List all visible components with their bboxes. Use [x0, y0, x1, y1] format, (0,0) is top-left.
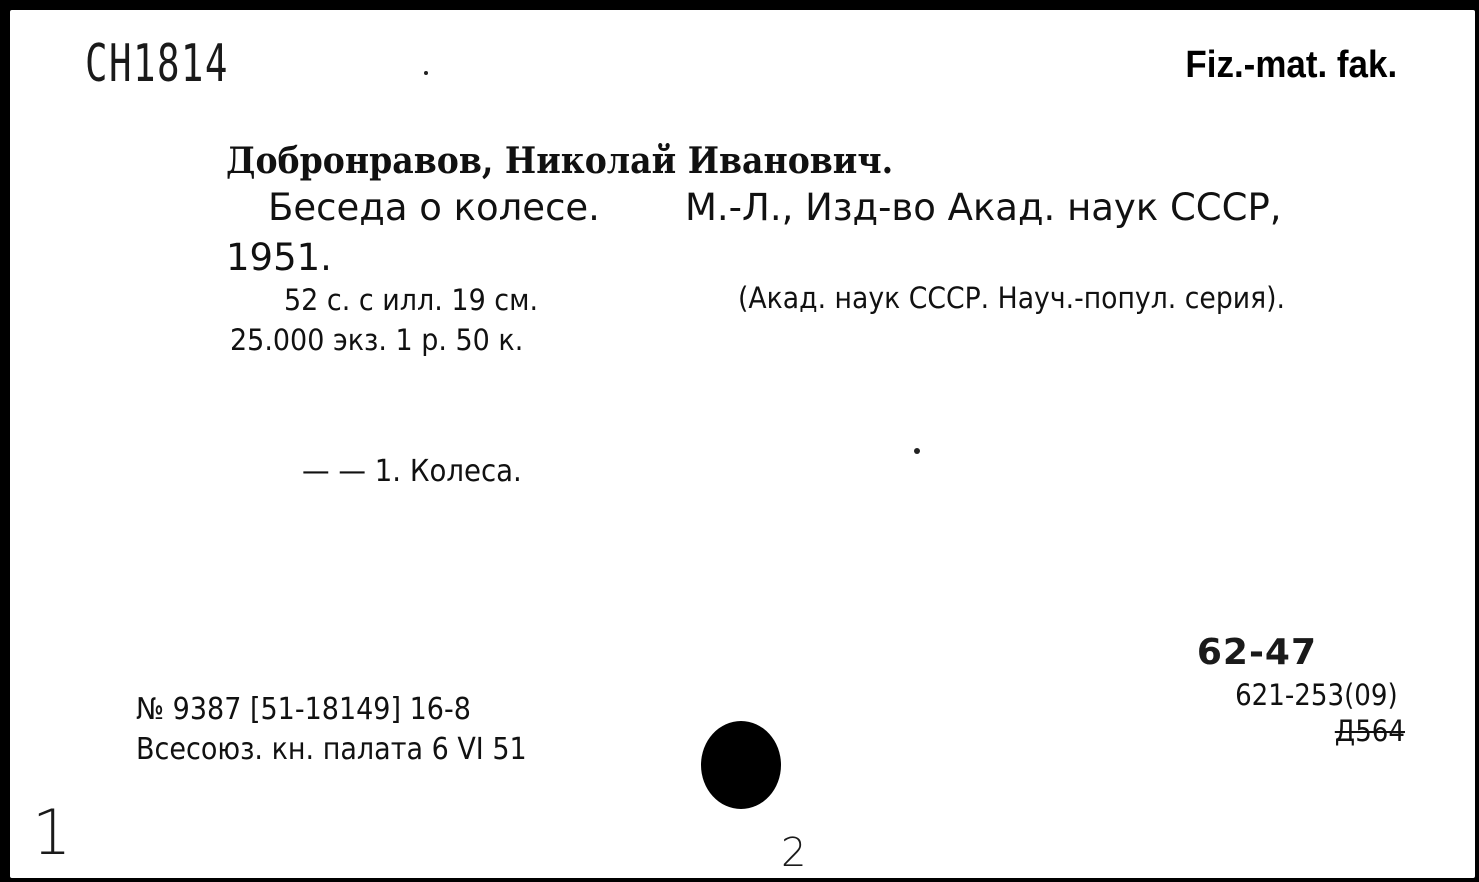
handwritten-code: 62-47 [1196, 632, 1317, 673]
speck [424, 71, 428, 75]
print-run-price: 25.000 экз. 1 р. 50 к. [230, 323, 524, 357]
publisher-line: М.-Л., Изд-во Акад. наук СССР, [685, 186, 1282, 229]
subject-heading: — — 1. Колеса. [302, 454, 522, 489]
speck [914, 448, 920, 454]
record-number: № 9387 [51-18149] 16-8 [136, 692, 471, 727]
author-heading: Добронравов, Николай Иванович. [226, 140, 894, 182]
book-title: Беседа о колесе. [268, 186, 600, 229]
catalog-card [10, 10, 1475, 878]
book-chamber-note: Всесоюз. кн. палата 6 VI 51 [136, 732, 527, 767]
publication-year: 1951. [226, 236, 332, 279]
handwritten-number-one: 1 [32, 796, 74, 869]
collation: 52 с. с илл. 19 см. [284, 283, 539, 317]
punch-hole [701, 721, 781, 809]
classification-number: 621-253(09) [1235, 678, 1398, 712]
series-note: (Акад. наук СССР. Науч.-попул. серия). [738, 281, 1286, 315]
handwritten-number-two: 2 [781, 830, 809, 876]
call-number: CH1814 [85, 34, 229, 94]
author-mark: Д564 [1334, 714, 1405, 748]
faculty-stamp: Fiz.-mat. fak. [1185, 44, 1397, 86]
